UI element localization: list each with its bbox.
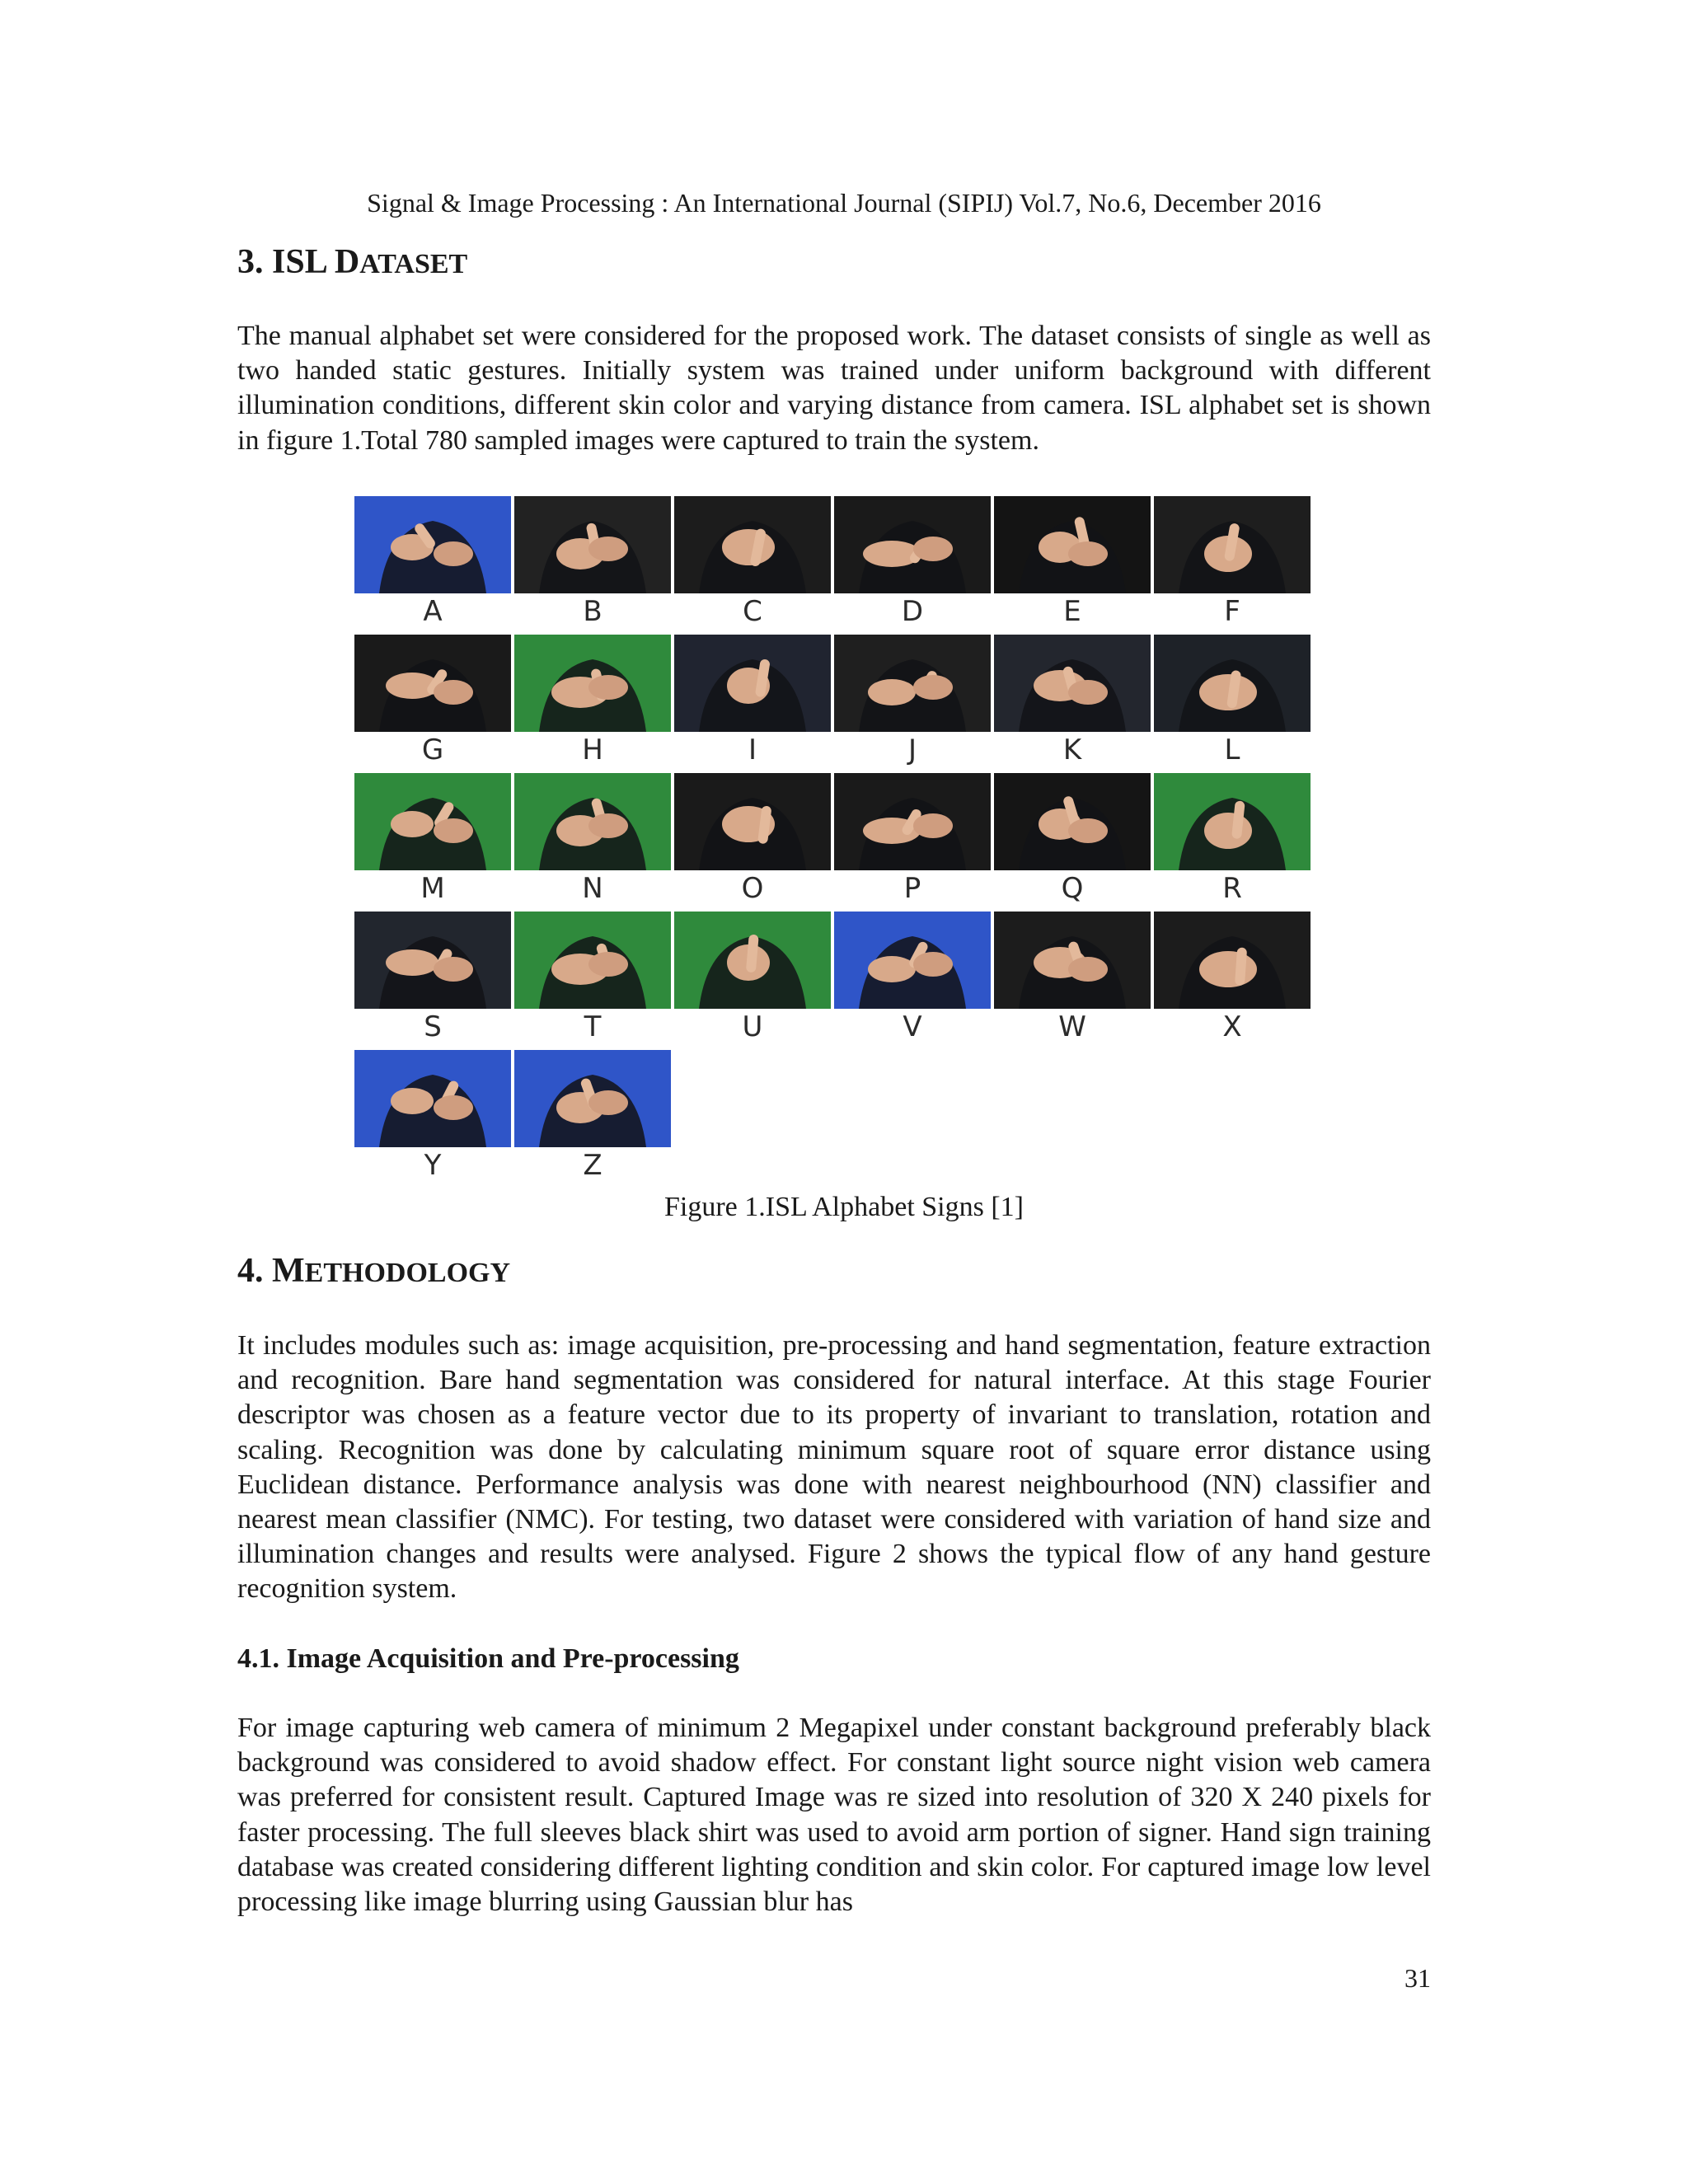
sign-photo-r — [1154, 773, 1311, 870]
hand-sign-image — [994, 635, 1151, 732]
sign-photo-b — [514, 496, 671, 593]
sign-cell-p — [834, 773, 991, 907]
hand-sign-image — [514, 635, 671, 732]
hand-sign-image — [834, 496, 991, 593]
hand-sign-image — [514, 1050, 671, 1147]
sign-letter-label: M — [420, 872, 445, 905]
hand-sign-image — [354, 1050, 511, 1147]
sign-letter-label: E — [1063, 595, 1081, 628]
sign-letter-label: K — [1062, 733, 1082, 766]
hand-sign-image — [514, 496, 671, 593]
section-3-title-lead: ISL D — [272, 243, 360, 281]
sign-cell-d — [834, 496, 991, 630]
sign-photo-e — [994, 496, 1151, 593]
hand-sign-image — [994, 773, 1151, 870]
sign-letter-label: N — [582, 872, 603, 905]
hand-sign-image — [354, 496, 511, 593]
sign-photo-j — [834, 635, 991, 732]
sign-photo-w — [994, 912, 1151, 1009]
sign-photo-p — [834, 773, 991, 870]
sign-photo-s — [354, 912, 511, 1009]
sign-letter-label: B — [583, 595, 603, 628]
sign-cell-a — [354, 496, 511, 630]
sign-letter-label: I — [748, 733, 757, 766]
sign-letter-label: D — [901, 595, 924, 628]
sign-letter-label: J — [907, 733, 917, 766]
sign-photo-t — [514, 912, 671, 1009]
sign-photo-x — [1154, 912, 1311, 1009]
sign-photo-h — [514, 635, 671, 732]
sign-letter-label: Q — [1061, 872, 1084, 905]
sign-photo-y — [354, 1050, 511, 1147]
hand-sign-image — [1154, 912, 1311, 1009]
sign-photo-a — [354, 496, 511, 593]
sign-photo-v — [834, 912, 991, 1009]
hand-sign-image — [354, 773, 511, 870]
sign-letter-label: Y — [424, 1149, 442, 1182]
sign-cell-k — [994, 635, 1151, 768]
sign-cell-o — [674, 773, 831, 907]
sign-letter-label: V — [903, 1010, 922, 1043]
section-4-paragraph: It includes modules such as: image acquisition, pre-processing and hand segmentation, feature extraction and recognition. Bare hand segmentation was considered for natural interface. At this stage Fourier descriptor was chosen as a feature vector due to its property of invariant to translation, rotation and scaling. Recognition was done by calculating minimum square root of square error distance using Euclidean distance. Performance analysis was done with nearest neighbourhood (NN) classifier and nearest mean classifier (NMC). For testing, two dataset were considered with variation of hand size and illumination changes and results were analysed. Figure 2 shows the typical flow of any hand gesture recognition system. — [237, 1330, 1431, 1605]
sign-photo-m — [354, 773, 511, 870]
sign-photo-i — [674, 635, 831, 732]
sign-letter-label: Z — [583, 1149, 603, 1182]
sign-letter-label: U — [742, 1010, 763, 1043]
sign-letter-label: X — [1222, 1010, 1242, 1043]
section-4-title-lead: M — [272, 1252, 305, 1290]
sign-letter-label: R — [1222, 872, 1242, 905]
sign-cell-e — [994, 496, 1151, 630]
section-3-heading — [237, 241, 467, 286]
sign-cell-m — [354, 773, 511, 907]
sign-letter-label: F — [1224, 595, 1240, 628]
sign-cell-g — [354, 635, 511, 768]
sign-letter-label: T — [584, 1010, 602, 1043]
sign-cell-j — [834, 635, 991, 768]
sign-letter-label: C — [743, 595, 762, 628]
hand-sign-image — [1154, 635, 1311, 732]
sign-cell-c — [674, 496, 831, 630]
sign-cell-v — [834, 912, 991, 1045]
sign-letter-label: O — [741, 872, 764, 905]
sign-photo-n — [514, 773, 671, 870]
hand-sign-image — [514, 912, 671, 1009]
sign-photo-q — [994, 773, 1151, 870]
hand-sign-image — [1154, 496, 1311, 593]
hand-sign-image — [674, 635, 831, 732]
running-header: Signal & Image Processing : An International Journal (SIPIJ) Vol.7, No.6, December 2016 — [367, 188, 1321, 218]
sign-letter-label: H — [582, 733, 603, 766]
sign-cell-l — [1154, 635, 1311, 768]
sign-photo-d — [834, 496, 991, 593]
sign-photo-o — [674, 773, 831, 870]
sign-photo-c — [674, 496, 831, 593]
sign-photo-g — [354, 635, 511, 732]
sign-cell-w — [994, 912, 1151, 1045]
hand-sign-image — [994, 912, 1151, 1009]
hand-sign-image — [994, 496, 1151, 593]
sign-cell-u — [674, 912, 831, 1045]
sign-photo-k — [994, 635, 1151, 732]
section-3-title-rest: ATASET — [359, 249, 468, 279]
figure-1-isl-alphabet-grid — [354, 496, 1327, 1190]
sign-cell-r — [1154, 773, 1311, 907]
hand-sign-image — [834, 773, 991, 870]
sign-cell-n — [514, 773, 671, 907]
sign-cell-x — [1154, 912, 1311, 1045]
section-3-paragraph: The manual alphabet set were considered for the proposed work. The dataset consists of single as well as two handed static gestures. Initially system was trained under uniform background with different illumination conditions, different skin color and varying distance from camera. ISL alphabet set is shown in figure 1.Total 780 sampled images were captured to train the system. — [237, 321, 1431, 456]
section-4-1-heading: 4.1. Image Acquisition and Pre-processing — [237, 1643, 739, 1674]
section-4-number: 4. — [237, 1252, 272, 1290]
sign-photo-f — [1154, 496, 1311, 593]
sign-photo-z — [514, 1050, 671, 1147]
hand-sign-image — [674, 773, 831, 870]
sign-photo-u — [674, 912, 831, 1009]
hand-sign-image — [834, 635, 991, 732]
sign-photo-l — [1154, 635, 1311, 732]
sign-cell-y — [354, 1050, 511, 1183]
hand-sign-image — [354, 912, 511, 1009]
sign-cell-z — [514, 1050, 671, 1183]
sign-cell-s — [354, 912, 511, 1045]
hand-sign-image — [674, 912, 831, 1009]
hand-sign-image — [834, 912, 991, 1009]
sign-letter-label: L — [1224, 733, 1240, 766]
sign-letter-label: A — [423, 595, 443, 628]
hand-sign-image — [1154, 773, 1311, 870]
sign-cell-b — [514, 496, 671, 630]
sign-letter-label: G — [421, 733, 444, 766]
sign-letter-label: S — [424, 1010, 442, 1043]
hand-sign-image — [354, 635, 511, 732]
page-number: 31 — [1404, 1963, 1431, 1993]
sign-cell-t — [514, 912, 671, 1045]
section-4-title-rest: ETHODOLOGY — [304, 1258, 511, 1288]
hand-sign-image — [514, 773, 671, 870]
sign-letter-label: W — [1058, 1010, 1086, 1043]
sign-cell-f — [1154, 496, 1311, 630]
section-4-1-paragraph: For image capturing web camera of minimum 2 Megapixel under constant background preferably black background was considered to avoid shadow effect. For constant light source night vision web camera was preferred for consistent result. Captured Image was re sized into resolution of 320 X 240 pixels for faster processing. The full sleeves black shirt was used to avoid arm portion of signer. Hand sign training database was created considering different lighting condition and skin color. For captured image low level processing like image blurring using Gaussian blur has — [237, 1713, 1431, 1918]
sign-cell-q — [994, 773, 1151, 907]
section-4-heading — [237, 1249, 510, 1295]
sign-cell-h — [514, 635, 671, 768]
sign-letter-label: P — [903, 872, 921, 905]
section-3-number: 3. — [237, 243, 272, 281]
sign-cell-i — [674, 635, 831, 768]
hand-sign-image — [674, 496, 831, 593]
figure-1-caption: Figure 1.ISL Alphabet Signs [1] — [664, 1192, 1024, 1222]
